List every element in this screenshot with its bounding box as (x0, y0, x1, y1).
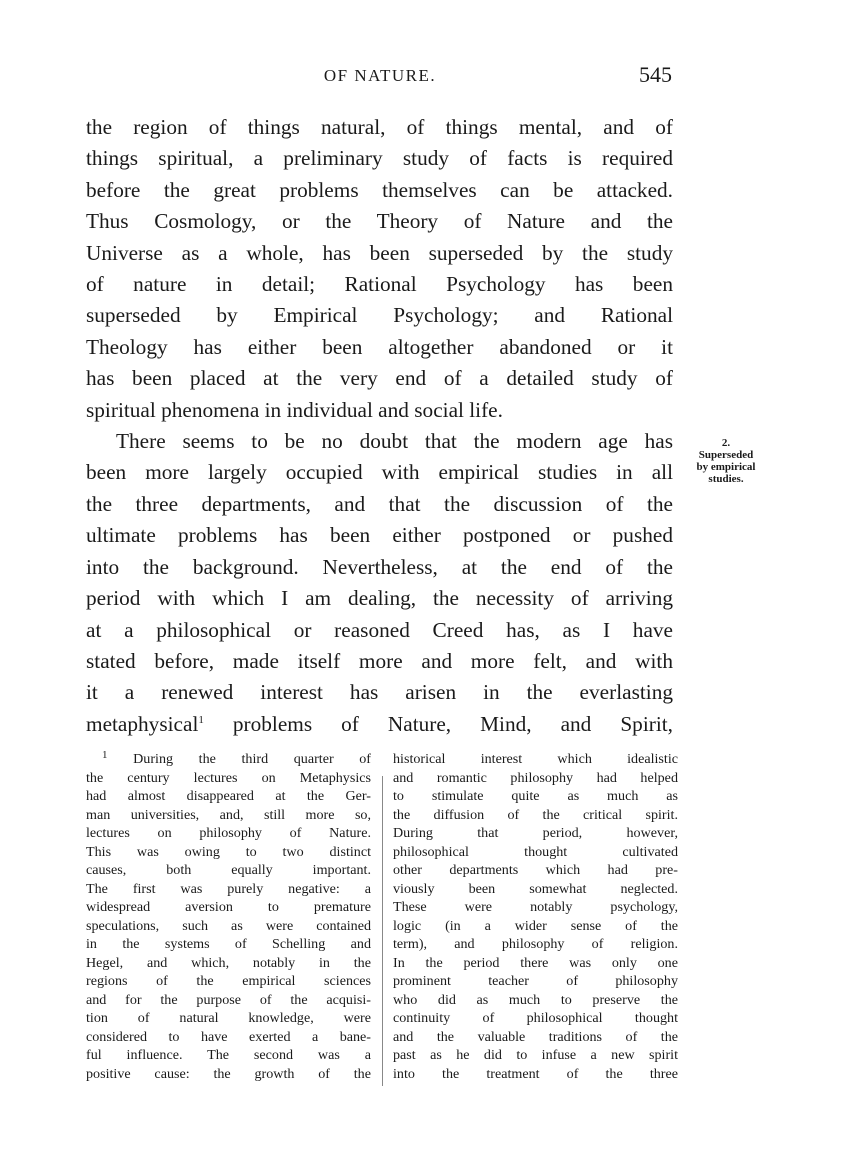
footnote-line: In the period there was only one (393, 954, 678, 971)
footnote-column-right (393, 750, 678, 1083)
margin-note (681, 437, 771, 485)
footnote-line: in the systems of Schelling and (86, 936, 371, 952)
text-line: at a philosophical or reasoned Creed has, as I have (86, 617, 673, 642)
footnote-line: past as he did to infuse a new spirit (393, 1047, 678, 1063)
footnote-line: regions of the empirical sciences (86, 973, 371, 989)
footnote-block (86, 750, 678, 1090)
footnote-line: positive cause: the growth of the (86, 1065, 371, 1082)
text-line: into the background. Nevertheless, at the end of the (86, 554, 673, 579)
text-line: of nature in detail; Rational Psychology has been (86, 272, 673, 297)
footnote-line: and the valuable traditions of the (393, 1028, 678, 1045)
footnote-line: These were notably psychology, (393, 899, 678, 915)
text-line: There seems to be no doubt that the modern age has (116, 429, 673, 454)
footnote-line: The first was purely negative: a (86, 880, 371, 897)
margin-note-line: Superseded (698, 449, 754, 461)
footnote-column-divider (382, 776, 383, 1086)
text-line: Theology has either been altogether abandoned or it (86, 334, 673, 359)
footnote-line: viously been somewhat neglected. (393, 880, 678, 897)
text-line: ultimate problems has been either postponed or pushed (86, 523, 673, 548)
footnote-line: This was owing to two distinct (86, 843, 371, 860)
footnote-line: the diffusion of the critical spirit. (393, 806, 678, 823)
text-line: stated before, made itself more and more felt, and with (86, 648, 673, 673)
footnote-line: speculations, such as were contained (86, 917, 371, 934)
footnote-line: term), and philosophy of religion. (393, 936, 678, 952)
footnote-line: ful influence. The second was a (86, 1047, 371, 1063)
footnote-line: logic (in a wider sense of the (393, 917, 678, 934)
text-line: been more largely occupied with empirical studies in all (86, 460, 673, 485)
footnote-line: During that period, however, (393, 825, 678, 841)
footnote-line: historical interest which idealistic (393, 751, 678, 767)
footnote-line: to stimulate quite as much as (393, 788, 678, 804)
page-number: 545 (639, 62, 672, 87)
text-line-with-footnote-ref (86, 709, 673, 740)
footnote-line: and romantic philosophy had helped (393, 769, 678, 786)
footnote-line: had almost disappeared at the Ger- (86, 788, 371, 804)
footnote-reference[interactable]: 1 (198, 713, 204, 726)
text-line: things spiritual, a preliminary study of facts is required (86, 146, 673, 171)
footnote-line: considered to have exerted a bane- (86, 1028, 371, 1045)
footnote-line: philosophical thought cultivated (393, 843, 678, 860)
text-line: the three departments, and that the discussion of the (86, 491, 673, 516)
footnote-line (86, 750, 371, 769)
footnote-line: man universities, and, still more so, (86, 806, 371, 823)
footnote-line: and for the purpose of the acquisi- (86, 991, 371, 1008)
margin-note-number: 2. (721, 437, 731, 449)
footnote-line: causes, both equally important. (86, 862, 371, 878)
footnote-line: lectures on philosophy of Nature. (86, 825, 371, 841)
footnote-line: Hegel, and which, notably in the (86, 954, 371, 971)
text-line: it a renewed interest has arisen in the everlasting (86, 680, 673, 705)
text-line: superseded by Empirical Psychology; and Rational (86, 303, 673, 328)
text-line: Universe as a whole, has been superseded by the study (86, 240, 673, 265)
footnote-line: tion of natural knowledge, were (86, 1010, 371, 1026)
text-line: the region of things natural, of things mental, and of (86, 115, 673, 139)
text-fragment: metaphysical (86, 711, 199, 736)
text-line: has been placed at the very end of a detailed study of (86, 366, 673, 391)
footnote-line: who did as much to preserve the (393, 991, 678, 1008)
footnote-line: widespread aversion to premature (86, 899, 371, 915)
text-fragment: problems of Nature, Mind, and Spirit, (203, 711, 673, 736)
text-line: before the great problems themselves can be attacked. (86, 177, 673, 202)
footnote-line: other departments which had pre- (393, 862, 678, 878)
text-line: period with which I am dealing, the necessity of arriving (86, 586, 673, 611)
footnote-line: into the treatment of the three (393, 1065, 678, 1082)
footnote-line: continuity of philosophical thought (393, 1010, 678, 1026)
footnote-line: the century lectures on Metaphysics (86, 769, 371, 786)
footnote-text: During the third quarter of (133, 751, 371, 767)
text-line: spiritual phenomena in individual and social life. (86, 397, 503, 422)
footnote-marker: 1 (102, 749, 108, 761)
text-line: Thus Cosmology, or the Theory of Nature and the (86, 209, 673, 234)
main-text (86, 112, 673, 740)
margin-note-line: studies. (708, 473, 744, 485)
footnote-column-left (86, 750, 371, 1083)
margin-note-line: by empirical (696, 461, 756, 473)
paragraph-2 (86, 426, 673, 740)
paragraph-1 (86, 112, 673, 426)
running-header: OF NATURE. (323, 66, 437, 85)
footnote-line: prominent teacher of philosophy (393, 973, 678, 989)
